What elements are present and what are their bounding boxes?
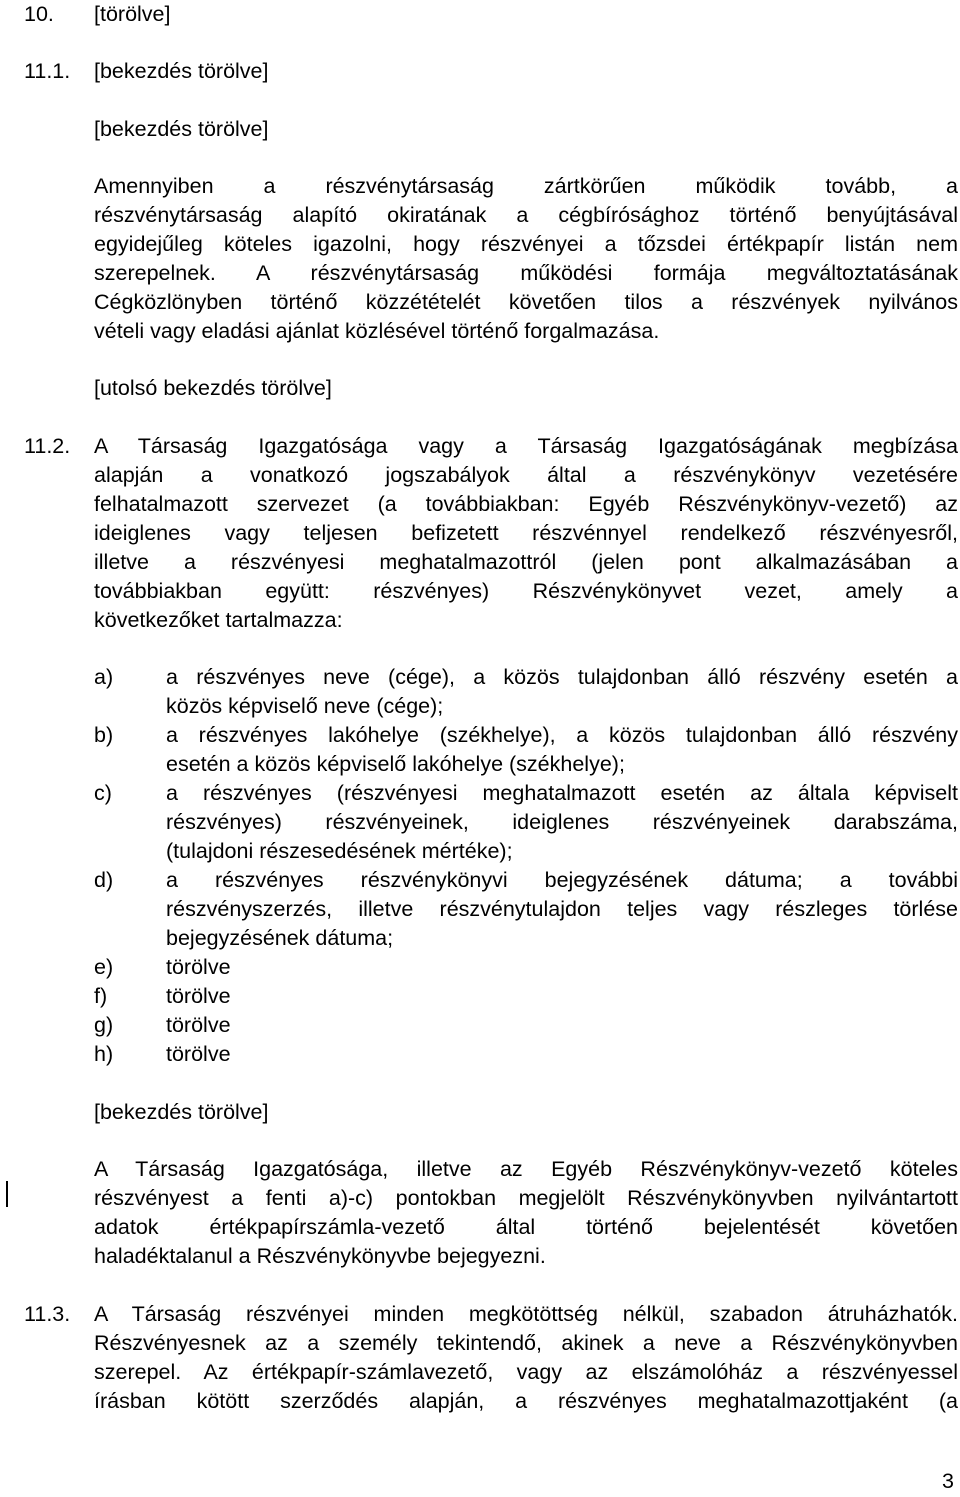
paragraph-line: vételi vagy eladási ajánlat közlésével történő forgalmazása.: [94, 319, 660, 343]
list-item-label: a): [94, 665, 114, 689]
paragraph-line: haladéktalanul a Részvénykönyvbe bejegyezni.: [94, 1244, 546, 1268]
paragraph-line: Cégközlönyben történő közzétételét követően tilos a részvények nyilvános: [94, 290, 958, 314]
list-item-line: törölve: [166, 1042, 231, 1066]
list-item-line: közös képviselő neve (cége);: [166, 694, 444, 718]
deleted-last-paragraph-note: [utolsó bekezdés törölve]: [94, 376, 332, 400]
list-item-line: részvényes) részvényeinek, ideiglenes részvényeinek darabszáma,: [166, 810, 958, 834]
deleted-paragraph-note: [bekezdés törölve]: [94, 1100, 269, 1124]
paragraph-line: adatok értékpapírszámla-vezető által történő bejelentését követően: [94, 1215, 958, 1239]
paragraph-line: illetve a részvényesi meghatalmazottról (jelen pont alkalmazásában a: [94, 550, 958, 574]
paragraph-line: írásban kötött szerződés alapján, a részvényes meghatalmazottjaként (a: [94, 1389, 958, 1413]
paragraph-line: alapján a vonatkozó jogszabályok által a részvénykönyv vezetésére: [94, 463, 958, 487]
list-item-line: (tulajdoni részesedésének mértéke);: [166, 839, 513, 863]
paragraph-line: továbbiakban együtt: részvényes) Részvénykönyvet vezet, amely a: [94, 579, 958, 603]
paragraph-line: A Társaság részvényei minden megkötöttség nélkül, szabadon átruházhatók.: [94, 1302, 958, 1326]
paragraph-line: A Társaság Igazgatósága, illetve az Egyéb Részvénykönyv-vezető köteles: [94, 1157, 958, 1181]
list-item-line: részvényszerzés, illetve részvénytulajdon teljes vagy részleges törlése: [166, 897, 958, 921]
list-item-label: b): [94, 723, 114, 747]
list-item-line: a részvényes részvénykönyvi bejegyzésének dátuma; a további: [166, 868, 958, 892]
paragraph-line: ideiglenes vagy teljesen befizetett részvénnyel rendelkező részvényesről,: [94, 521, 958, 545]
paragraph-line: szerepel. Az értékpapír-számlavezető, vagy az elszámolóház a részvényessel: [94, 1360, 958, 1384]
list-item-line: a részvényes (részvényesi meghatalmazott esetén az általa képviselt: [166, 781, 958, 805]
list-item-label: h): [94, 1042, 114, 1066]
paragraph-line: szerepelnek. A részvénytársaság működési formája megváltoztatásának: [94, 261, 958, 285]
list-item-line: törölve: [166, 955, 231, 979]
list-item-line: törölve: [166, 984, 231, 1008]
deleted-paragraph-note: [bekezdés törölve]: [94, 117, 269, 141]
list-item-line: a részvényes neve (cége), a közös tulajdonban álló részvény esetén a: [166, 665, 958, 689]
section-10-number: 10.: [24, 2, 54, 26]
list-item-line: a részvényes lakóhelye (székhelye), a közös tulajdonban álló részvény: [166, 723, 958, 747]
section-11-3-number: 11.3.: [24, 1302, 71, 1326]
paragraph-line: egyidejűleg köteles igazolni, hogy részvényei a tőzsdei értékpapír listán nem: [94, 232, 958, 256]
deleted-paragraph-note: [bekezdés törölve]: [94, 59, 269, 83]
paragraph-line: részvényest a fenti a)-c) pontokban megjelölt Részvénykönyvben nyilvántartott: [94, 1186, 958, 1210]
list-item-label: f): [94, 984, 108, 1008]
paragraph-line: következőket tartalmazza:: [94, 608, 343, 632]
section-11-1-number: 11.1.: [24, 59, 71, 83]
list-item-line: bejegyzésének dátuma;: [166, 926, 394, 950]
revision-change-bar: [6, 1181, 8, 1207]
paragraph-line: Amennyiben a részvénytársaság zártkörűen működik tovább, a: [94, 174, 958, 198]
list-item-label: d): [94, 868, 114, 892]
list-item-label: e): [94, 955, 114, 979]
list-item-label: c): [94, 781, 112, 805]
list-item-label: g): [94, 1013, 114, 1037]
paragraph-line: Részvényesnek az a személy tekintendő, akinek a neve a Részvénykönyvben: [94, 1331, 958, 1355]
section-10-text: [törölve]: [94, 2, 171, 26]
paragraph-line: felhatalmazott szervezet (a továbbiakban: Egyéb Részvénykönyv-vezető) az: [94, 492, 958, 516]
section-11-2-number: 11.2.: [24, 434, 71, 458]
list-item-line: törölve: [166, 1013, 231, 1037]
list-item-line: esetén a közös képviselő lakóhelye (székhelye);: [166, 752, 625, 776]
paragraph-line: részvénytársaság alapító okiratának a cégbírósághoz történő benyújtásával: [94, 203, 958, 227]
page-number: 3: [942, 1469, 954, 1493]
paragraph-line: A Társaság Igazgatósága vagy a Társaság Igazgatóságának megbízása: [94, 434, 958, 458]
